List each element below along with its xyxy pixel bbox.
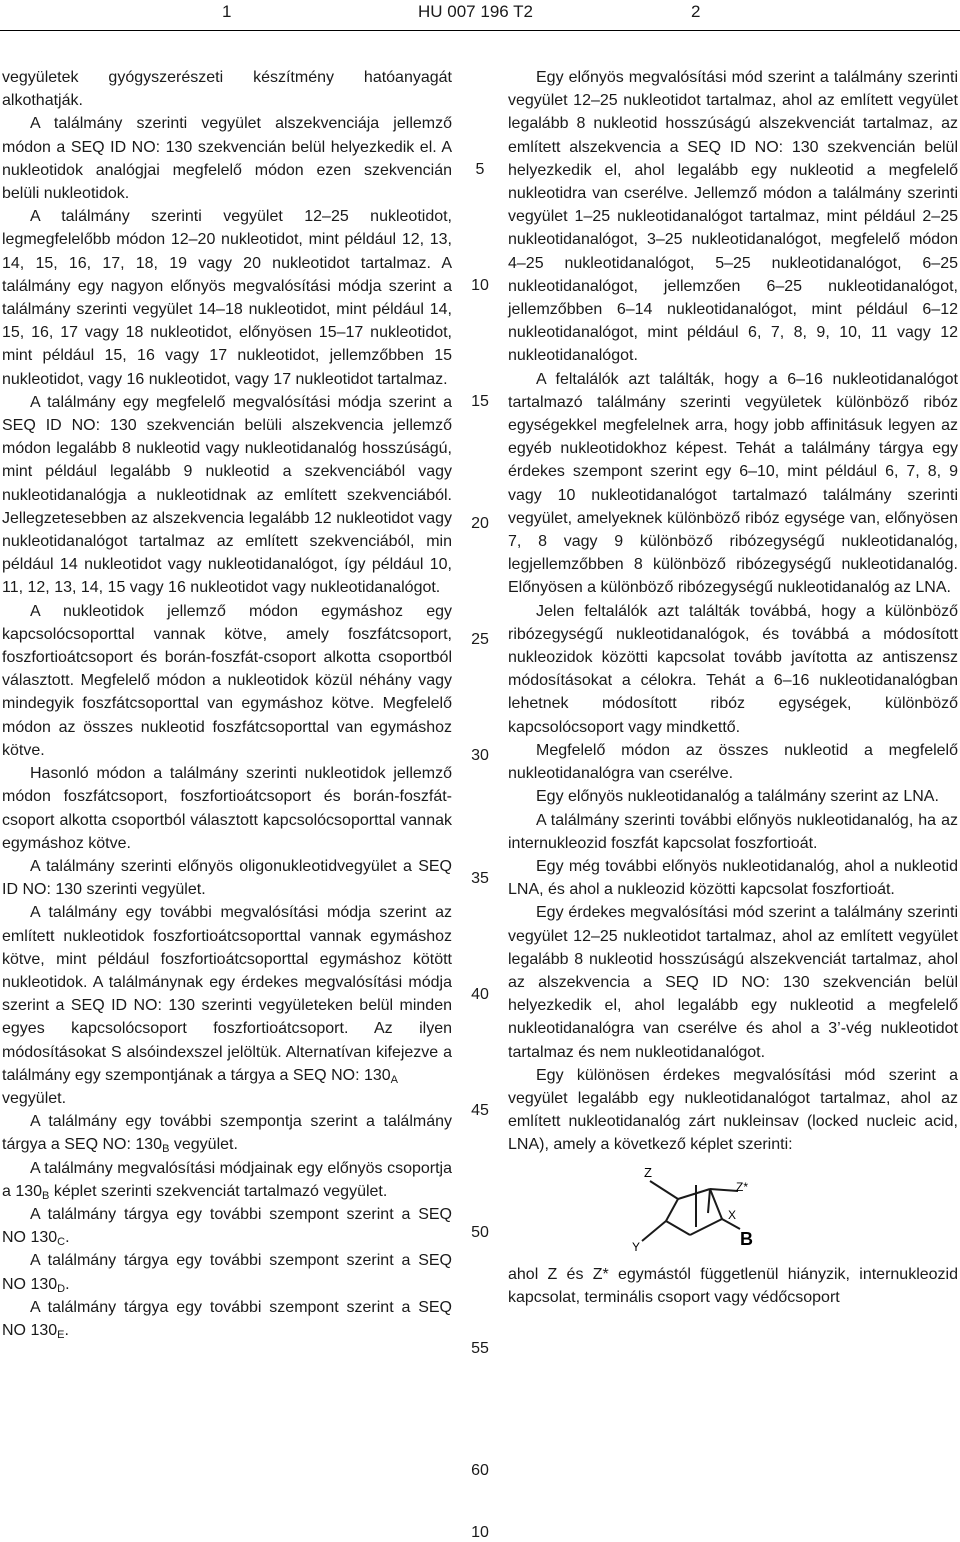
subscript: D	[57, 1282, 66, 1295]
paragraph	[2, 1157, 452, 1203]
formula-bond	[666, 1221, 690, 1235]
paragraph: A találmány szerinti vegyület alszekvenciája jellemző módon a SEQ ID NO: 130 szekvencián belül helyezkedik el. A nukleotidok analógjai megfelelő módon ezen szekvencián belüli nukleotidok.	[2, 115, 452, 203]
paragraph: Egy különösen érdekes megvalósítási mód szerint a vegyület legalább egy nukleotidanalógot tartalmaz, ahol az említett nukleotidanalóg zárt nukleinsav (locked nucleic acid, LNA), amely a következő képlet szerinti:	[508, 1066, 958, 1154]
line-number: 10	[471, 277, 489, 294]
formula-label-z: Z	[644, 1164, 652, 1180]
left-column	[2, 66, 452, 1342]
paragraph-text: A találmány tárgya egy további szempont szerint a SEQ NO 130	[2, 1298, 452, 1339]
paragraph-text: .	[65, 1275, 70, 1293]
subscript: A	[390, 1073, 398, 1086]
header-divider	[0, 30, 960, 31]
paragraph-text: A találmány egy további megvalósítási módja szerint az említett nukleotidok foszfortioátcsoporttal vannak egymáshoz kötve, mint például foszfortioátcsoporttal egymáshoz kötött nukleotidok. A találmánynak egy érdekes megvalósítási módja szerint a SEQ ID NO: 130 szerinti vegyületeken belül minden egyes kapcsolócsoport foszfortioátcsoport. Az ilyen módosításokat S alsóindexszel jelöltük. Alternatívan kifejezve a találmány egy szempontjának a tárgya a SEQ NO: 130	[2, 904, 452, 1084]
line-number: 15	[471, 393, 489, 410]
line-number: 25	[471, 631, 489, 648]
paragraph	[2, 1249, 452, 1295]
paragraph-text: .	[64, 1321, 69, 1339]
line-number: 35	[471, 870, 489, 887]
line-number: 40	[471, 986, 489, 1003]
formula-bond	[690, 1219, 722, 1235]
paragraph	[2, 1296, 452, 1342]
patent-id: HU 007 196 T2	[418, 2, 533, 21]
formula-bond	[678, 1189, 710, 1199]
right-column-number: 2	[691, 2, 701, 21]
line-number: 50	[471, 1224, 489, 1241]
formula-label-zstar: Z*	[736, 1179, 748, 1194]
paragraph: A találmány szerinti vegyület 12–25 nukleotidot, legmegfelelőbb módon 12–20 nukleotidot, mint például 12, 13, 14, 15, 16, 17, 18, 19 vagy 20 nukleotidot tartalmaz. A találmány egy nagyon előnyös megvalósítási módja szerint a találmány szerinti vegyület 14–18 nukleotidot, mint például 14, 15, 16, 17 vagy 18 nukleotidot, előnyösen 15–17 nukleotidot, mint például 15, 16 vagy 17 nukleotidot, jellemzőbben 15 nukleotidot, vagy 16 nukleotidot, vagy 17 nukleotidot tartalmaz.	[2, 208, 452, 388]
paragraph-text: A találmány tárgya egy további szempont szerint a SEQ NO 130	[2, 1252, 452, 1293]
line-number: 55	[471, 1340, 489, 1357]
formula-label-x: X	[728, 1207, 737, 1222]
formula-bond	[650, 1181, 678, 1199]
line-number: 20	[471, 515, 489, 532]
paragraph-text: vegyület.	[169, 1136, 238, 1154]
paragraph: A találmány szerinti előnyös oligonukleotidvegyület a SEQ ID NO: 130 szerinti vegyület.	[2, 857, 452, 899]
paragraph: Hasonló módon a találmány szerinti nukleotidok jellemző módon foszfátcsoport, foszfortioátcsoport és borán-foszfát-csoport alkotta csoportból választott kapcsolócsoporttal vannak egymáshoz kötve.	[2, 765, 452, 852]
paragraph: Egy előnyös megvalósítási mód szerint a találmány szerinti vegyület 12–25 nukleotidot tartalmaz, ahol az említett vegyület legalább 8 nukleotid hosszúságú alszekvenciát tartalmaz, az említett alszekvencia a SEQ ID NO: 130 szekvencián belül helyezkedik el, ahol legalább egy nukleotid a megfelelő nukleotidra van cserélve. Jellemző módon a találmány szerinti vegyület 1–25 nukleotidanalógot tartalmaz, mint például 2–25 nukleotidanalógot, 3–25 nukleotidanalógot, megfelelő módon 4–25 nukleotidanalógot, 5–25 nukleotidanalógot, 6–25 nukleotidanalógot, jellemzően 6–25 nukleotidanalógot, jellemzőbben 6–14 nukleotidanalógot, mint például 6–12 nukleotidanalógot, mint például 6, 7, 8, 9, 10, 11 vagy 12 nukleotidanalógot.	[508, 69, 958, 365]
formula-label-y: Y	[632, 1239, 641, 1254]
paragraph-text: képlet szerinti szekvenciát tartalmazó vegyület.	[49, 1182, 388, 1200]
paragraph-text: A találmány tárgya egy további szempont szerint a SEQ NO 130	[2, 1205, 452, 1247]
paragraph	[2, 1110, 452, 1156]
formula-bond	[708, 1189, 710, 1213]
paragraph: Megfelelő módon az összes nukleotid a megfelelő nukleotidanalógra van cserélve.	[508, 741, 958, 783]
lna-structure-formula	[628, 1163, 768, 1255]
line-number: 5	[475, 161, 485, 178]
paragraph: Egy még további előnyös nukleotidanalóg, ahol a nukleotid LNA, és ahol a nukleozid közötti kapcsolat foszfortioát.	[508, 857, 958, 899]
paragraph: vegyületek gyógyszerészeti készítmény hatóanyagát alkothatják.	[2, 69, 452, 110]
paragraph-text: vegyület.	[2, 1089, 67, 1107]
formula-label-b: B	[740, 1228, 753, 1249]
formula-bond	[710, 1189, 738, 1191]
paragraph: A nukleotidok jellemző módon egymáshoz egy kapcsolócsoporttal vannak kötve, amely foszfátcsoport, foszfortioátcsoport és borán-foszfát-csoport alkotta csoportból választott. Megfelelő módon a nukleotidok közül néhány vagy mindegyik foszfátcsoporttal van egymáshoz kötve. Megfelelő módon az összes nukleotid foszfátcsoporttal van egymáshoz kötve.	[2, 602, 452, 759]
subscript: B	[162, 1143, 170, 1156]
paragraph: Jelen feltalálók azt találták továbbá, hogy a különböző ribózegységű nukleotidanalógok, és továbbá a módosított nukleozidok közötti kapcsolat tovább javította az antiszensz módosításokat a célokra. Tehát a 6–16 nukleotidanalógban lehetnek módosított ribóz egységek, különböző kapcsolócsoport vagy mindkettő.	[508, 602, 958, 736]
line-number: 60	[471, 1462, 489, 1479]
formula-bond	[642, 1221, 666, 1241]
paragraph: A találmány egy megfelelő megvalósítási módja szerint a SEQ ID NO: 130 szekvencián belüli alszekvencia jellemző módon legalább 8 nukleotid vagy nukleotidanalóg hosszúságú, mint például legalább 9 nukleotid a szekvenciából vagy nukleotidanalógja a nukleotidnak az említett szekvenciából. Jellegzetesebben az alszekvencia legalább 12 nukleotidot vagy nukleotidanalógot tartalmaz az említett szekvenciából, min például 14 nukleotidot vagy nukleotidanalógot, így például 10, 11, 12, 13, 14, 15 vagy 16 nukleotidot vagy nukleotidanalógot.	[2, 393, 452, 597]
formula-bond	[710, 1189, 722, 1219]
paragraph-text: .	[65, 1229, 70, 1247]
paragraph	[2, 1203, 452, 1249]
paragraph: ahol Z és Z* egymástól függetlenül hiányzik, internukleozid kapcsolat, terminális csoport vagy védőcsoport	[508, 1265, 958, 1306]
page-number: 10	[471, 1524, 489, 1541]
paragraph	[2, 901, 452, 1110]
right-column	[508, 66, 958, 1309]
subscript: B	[42, 1189, 50, 1202]
paragraph: Egy előnyös nukleotidanalóg a találmány szerint az LNA.	[536, 788, 939, 806]
paragraph: A feltalálók azt találták, hogy a 6–16 nukleotidanalógot tartalmazó találmány szerinti vegyületek különböző ribóz egységekkel megfelelnek arra, hogy jobb affinitásuk legyen az egyéb nukleotidokhoz képest. Tehát a találmány tárgya egy érdekes szempont szerint egy 6–10, mint például 6, 7, 8, 9 vagy 10 nukleotidanalógot tartalmazó találmány szerinti vegyület, amelyeknek különböző ribóz egysége van, előnyösen 7, 8 vagy 9 különböző ribózegységű nukleotidanalóg, legjellemzőbben 8 különböző ribózegységű nukleotidanalóg. Előnyösen a különböző ribózegységű nukleotidanalóg az LNA.	[508, 370, 958, 597]
line-number: 30	[471, 747, 489, 764]
left-column-number: 1	[222, 2, 232, 21]
subscript: E	[57, 1328, 65, 1341]
paragraph-text: A találmány egy további szempontja szerint a találmány tárgya a SEQ NO: 130	[2, 1113, 452, 1154]
formula-bond	[666, 1199, 678, 1221]
paragraph: Egy érdekes megvalósítási mód szerint a találmány szerinti vegyület 12–25 nukleotidot tartalmaz, ahol az említett vegyület legalább 8 nukleotid hosszúságú alszekvenciát tartalmaz, ahol az alszekvencia a SEQ ID NO: 130 szekvencián belül helyezkedik el, ahol legalább egy nukleotid a megfelelő nukleotidanalógra van cserélve és ahol a 3’-vég nukleotidot tartalmaz és nem nukleotidanalógot.	[508, 904, 958, 1061]
subscript: C	[57, 1236, 66, 1249]
paragraph-text: A találmány megvalósítási módjainak egy előnyös csoportja a 130	[2, 1159, 452, 1200]
line-number: 45	[471, 1102, 489, 1119]
paragraph: A találmány szerinti további előnyös nukleotidanalóg, ha az internukleozid foszfát kapcsolat foszfortioát.	[508, 811, 958, 852]
